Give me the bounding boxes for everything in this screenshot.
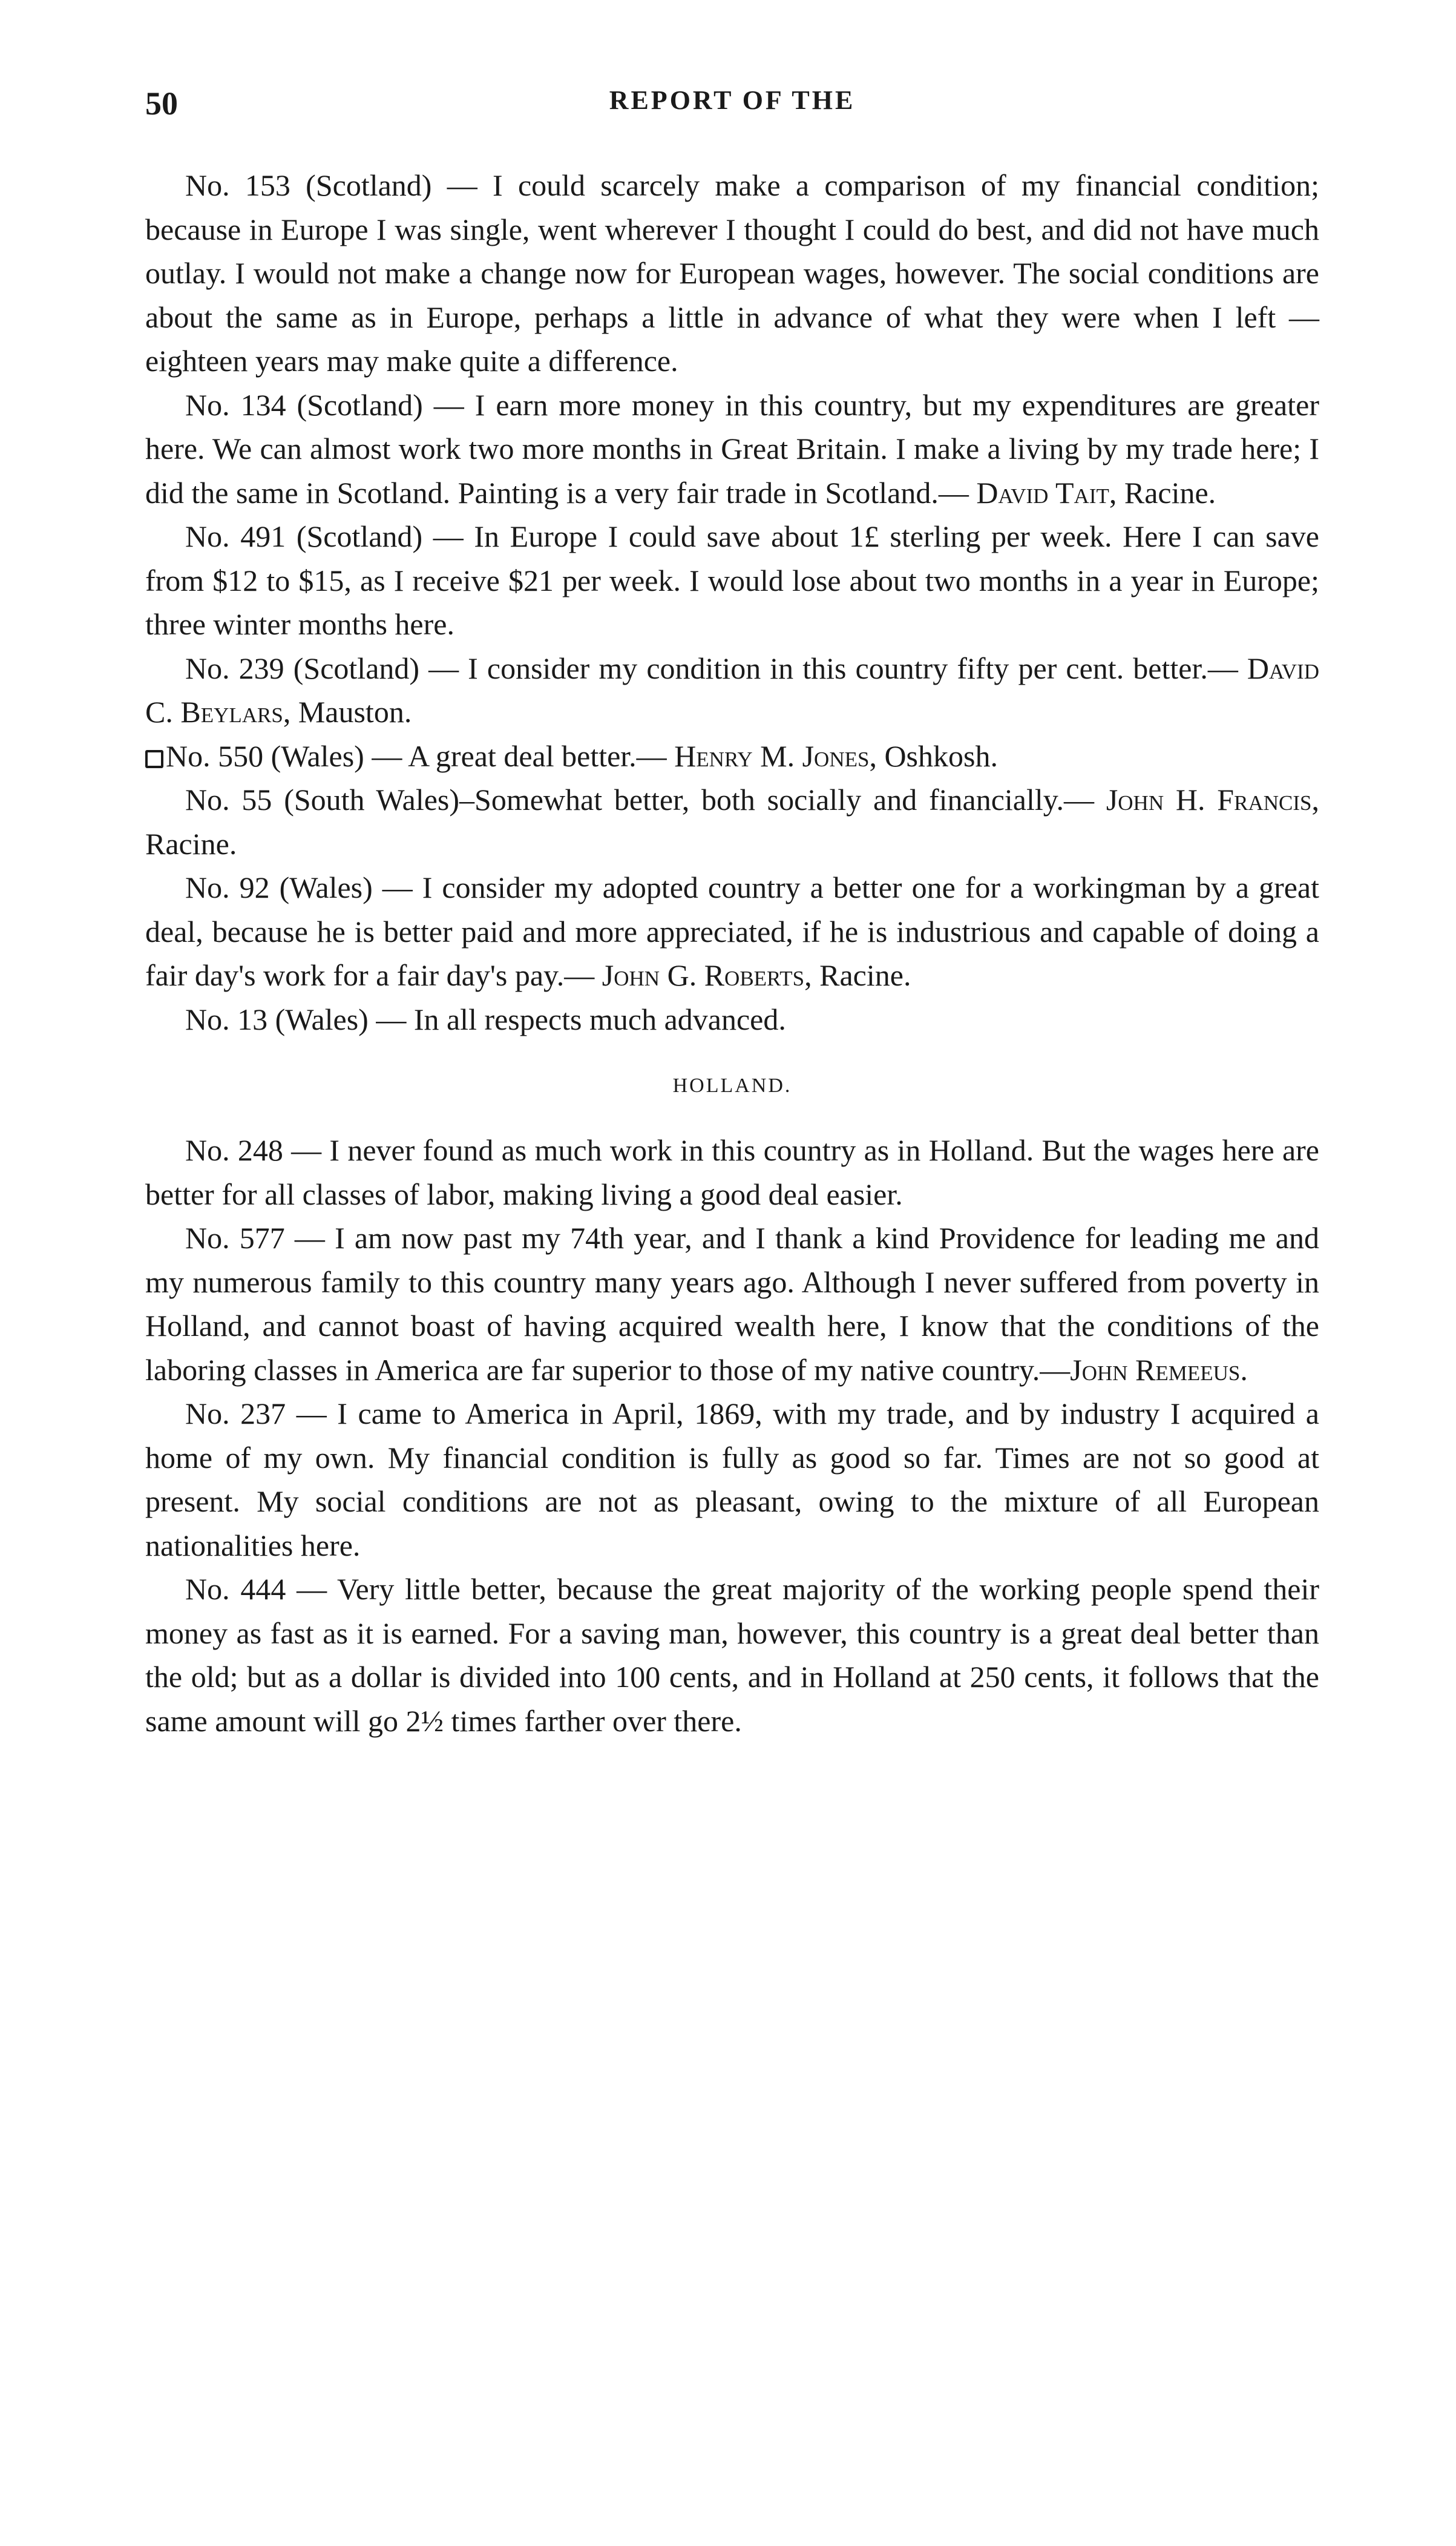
signature: Henry M. Jones: [674, 738, 870, 773]
entry-no-55: No. 55 (South Wales)–Somewhat better, both socially and financially.— John H. Francis, Racine.: [145, 783, 1319, 861]
signature: John Remeeus: [1070, 1352, 1241, 1387]
running-head: REPORT OF THE: [609, 85, 856, 115]
entry-no-550: No. 550 (Wales) — A great deal better.— Henry M. Jones, Oshkosh.: [145, 734, 1319, 778]
entry-no-237: No. 237 — I came to America in April, 1869, with my trade, and by industry I acquired a home of my own. My financial condition is fully as good so far. Times are not so good at present. My social conditions are not as pleasant, owing to the mixture of all European nationalities here.: [145, 1396, 1319, 1562]
entry-no-13: No. 13 (Wales) — In all respects much advanced.: [185, 1002, 786, 1036]
signature: John G. Roberts: [602, 958, 805, 992]
body-text: [145, 163, 1319, 1743]
signature: John H. Francis: [1106, 783, 1312, 817]
entry-no-577: No. 577 — I am now past my 74th year, and I thank a kind Providence for leading me and my numerous family to this country many years ago. Although I never suffered from poverty in Holland, and cannot boast of having acquired wealth here, I know that the conditions of the laboring classes in America are far superior to those of my native country.—John Remeeus.: [145, 1221, 1319, 1387]
entry-no-444: No. 444 — Very little better, because the great majority of the working people spend their money as fast as it is earned. For a saving man, however, this country is a great deal better than the old; but as a dollar is divided into 100 cents, and in Holland at 250 cents, it follows that the same amount will go 2½ times farther over there.: [145, 1572, 1319, 1738]
entry-no-153: No. 153 (Scotland) — I could scarcely make a comparison of my financial condition; because in Europe I was single, went wherever I thought I could do best, and did not have much outlay. I would not make a change now for European wages, however. The social conditions are about the same as in Europe, perhaps a little in advance of what they were when I left — eighteen years may make quite a difference.: [145, 168, 1319, 378]
entry-no-248: No. 248 — I never found as much work in this country as in Holland. But the wages here are better for all classes of labor, making living a good deal easier.: [145, 1133, 1319, 1211]
signature: David Tait: [976, 475, 1109, 510]
entry-no-92: No. 92 (Wales) — I consider my adopted country a better one for a workingman by a great deal, because he is better paid and more appreciated, if he is industrious and capable of doing a fair day's work for a fair day's pay.— John G. Roberts, Racine.: [145, 870, 1319, 992]
entry-no-239: No. 239 (Scotland) — I consider my condition in this country fifty per cent. better.— David C. Beylars, Mauston.: [145, 651, 1319, 729]
entry-no-134: No. 134 (Scotland) — I earn more money in this country, but my expenditures are greater here. We can almost work two more months in Great Britain. I make a living by my trade here; I did the same in Scotland. Painting is a very fair trade in Scotland.— David Tait, Racine.: [145, 387, 1319, 510]
checkbox-mark-icon: [145, 750, 163, 768]
section-heading-holland: HOLLAND.: [672, 1074, 792, 1097]
document-page: [145, 67, 1319, 1743]
page-header: [145, 67, 1319, 121]
entry-no-491: No. 491 (Scotland) — In Europe I could save about 1£ sterling per week. Here I can save from $12 to $15, as I receive $21 per week. I would lose about two months in a year in Europe; three winter months here.: [145, 519, 1319, 641]
signature: David C. Beylars: [145, 651, 1319, 729]
page-number: 50: [145, 85, 178, 122]
